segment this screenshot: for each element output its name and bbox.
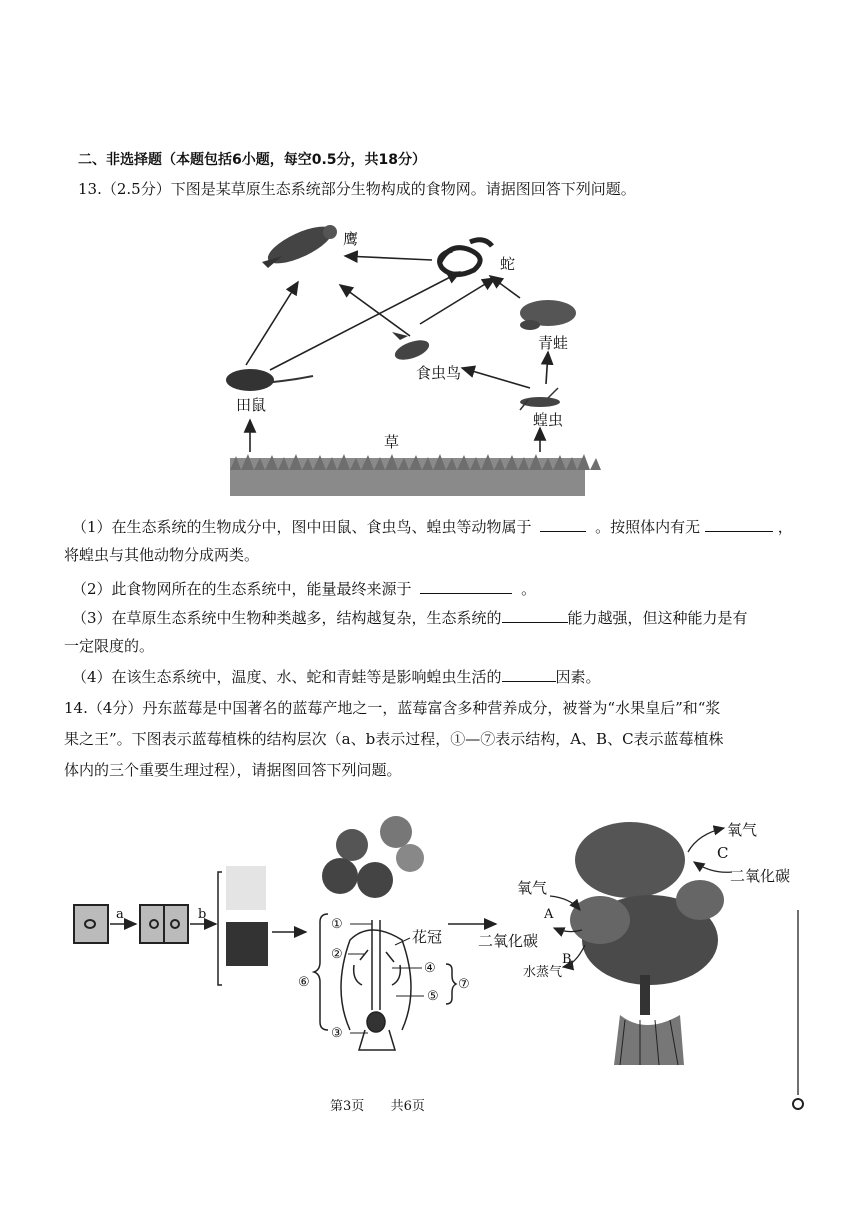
label-process-a-upper: A [544,907,554,922]
q13-p2b: 。 [521,580,537,598]
label-frog: 青蛙 [538,334,569,352]
label-process-b: b [198,907,207,922]
dividing-cells-image [140,905,188,943]
q13-part3-line2: 一定限度的。 [64,637,155,655]
label-bird: 食虫鸟 [416,364,462,382]
label-struct-7: ⑦ [458,977,470,992]
label-locust: 蝗虫 [533,411,564,429]
label-water-vapor: 水蒸气 [523,965,563,980]
single-cell-image [74,905,108,943]
blueberry-plant-image [570,822,724,1065]
q13-p1b: 。按照体内有无 [595,518,701,536]
label-process-a: a [116,907,124,922]
section-header: 二、非选择题（本题包括6小题，每空0.5分，共18分） [78,152,427,168]
tissue-images [226,866,268,966]
q13-p2a: （2）此食物网所在的生态系统中，能量最终来源于 [72,580,412,598]
page-footer [330,1097,425,1117]
label-struct-6: ⑥ [298,975,310,990]
brace-6 [314,914,328,1030]
label-grass: 草 [384,433,400,451]
label-process-c: C [717,844,729,862]
q13-p3a: （3）在草原生态系统中生物种类越多，结构越复杂，生态系统的 [72,609,502,627]
label-co2-a: 二氧化碳 [478,932,539,950]
label-process-b-upper: B [562,952,572,967]
label-struct-3: ③ [331,1026,343,1041]
label-snake: 蛇 [500,255,516,273]
q13-p4a: （4）在该生态系统中，温度、水、蛇和青蛙等是影响蝗虫生活的 [72,668,502,686]
q14-stem-line3: 体内的三个重要生理过程），请据图回答下列问题。 [64,761,402,779]
label-struct-5: ⑤ [427,989,439,1004]
q13-part1-line2: 将蝗虫与其他动物分成两类。 [64,546,260,564]
footer-total: 共6页 [390,1099,425,1114]
footer-page: 第3页 [330,1099,365,1114]
label-struct-1: ① [331,917,343,932]
label-oxygen-c: 氧气 [727,821,758,839]
blueberry-fruit-image [322,816,424,898]
flower-structure-image [341,920,411,1050]
q14-stem-line1: 14.（4分）丹东蓝莓是中国著名的蓝莓产地之一，蓝莓富含多种营养成分，被誉为“水果皇后”和“浆 [64,699,721,717]
q13-p3b: 能力越强，但这种能力是有 [567,609,748,627]
q14-stem-line2: 果之王”。下图表示蓝莓植株的结构层次（a、b表示过程，①—⑦表示结构，A、B、C表示蓝莓植株 [64,730,724,748]
q13-p1c: ， [777,518,793,536]
margin-hole-icon [793,1099,803,1109]
brace-7 [446,964,456,1004]
label-mouse: 田鼠 [236,396,267,414]
label-hawk: 鹰 [343,230,359,248]
q13-p1a: （1）在生态系统的生物成分中，图中田鼠、食虫鸟、蝗虫等动物属于 [72,518,532,536]
q13-stem: 13.（2.5分）下图是某草原生态系统部分生物构成的食物网。请据图回答下列问题。 [78,180,636,198]
label-co2-c: 二氧化碳 [730,867,791,885]
label-struct-4: ④ [424,961,436,976]
label-struct-2: ② [331,947,343,962]
label-oxygen-a: 氧气 [517,879,548,897]
label-corolla: 花冠 [412,928,443,946]
q13-p4b: 因素。 [555,668,601,686]
